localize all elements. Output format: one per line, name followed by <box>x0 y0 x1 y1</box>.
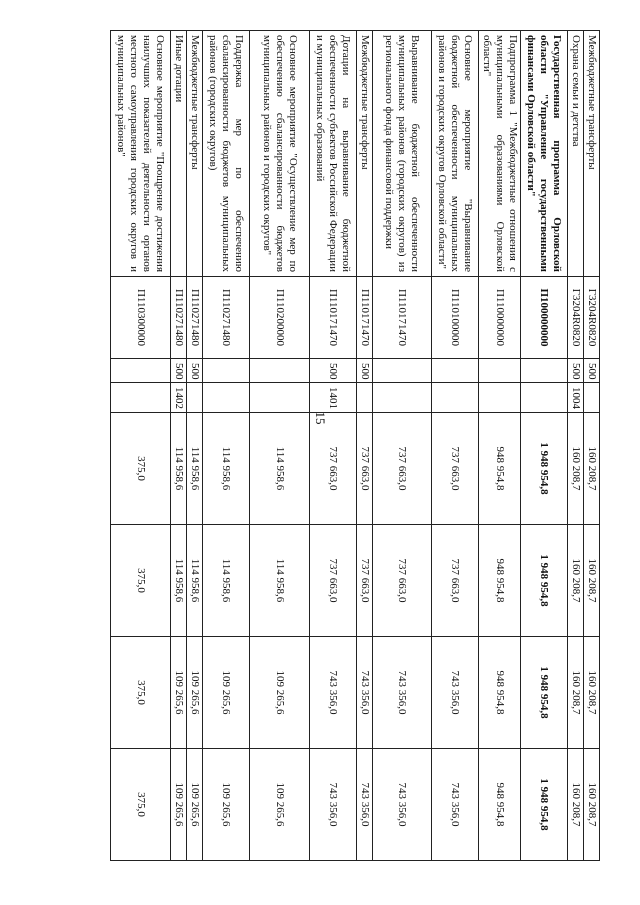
table-row <box>187 31 203 861</box>
row-section <box>250 383 310 413</box>
row-group: 500 <box>584 359 600 383</box>
row-name: Дотации на выравнивание бюджетной обеспеченности субъектов Российской Федерации и муниципальных образований <box>310 31 357 277</box>
row-value-4: 743 356,0 <box>357 749 373 861</box>
table-row <box>171 31 187 861</box>
row-code: П110171470 <box>310 277 357 359</box>
row-name: Выравнивание бюджетной обеспеченности муниципальных районов (городских округов) из регионального фонда финансовой поддержки <box>373 31 432 277</box>
rotated-table-container <box>0 30 600 860</box>
table-row <box>250 31 310 861</box>
row-value-4: 948 954,8 <box>479 749 521 861</box>
row-value-3: 743 356,0 <box>373 637 432 749</box>
row-group: 500 <box>171 359 187 383</box>
row-value-2: 114 958,6 <box>187 525 203 637</box>
row-group: 500 <box>357 359 373 383</box>
row-value-3: 743 356,0 <box>432 637 479 749</box>
row-section: 1401 <box>310 383 357 413</box>
row-value-4: 743 356,0 <box>432 749 479 861</box>
row-value-1: 948 954,8 <box>479 413 521 525</box>
row-value-4: 743 356,0 <box>373 749 432 861</box>
row-value-2: 737 663,0 <box>310 525 357 637</box>
row-name: Межбюджетные трансферты <box>357 31 373 277</box>
row-value-4: 743 356,0 <box>310 749 357 861</box>
table-row <box>203 31 250 861</box>
row-value-3: 948 954,8 <box>479 637 521 749</box>
row-value-1: 737 663,0 <box>432 413 479 525</box>
row-value-4: 160 208,7 <box>568 749 584 861</box>
row-section <box>111 383 171 413</box>
row-value-2: 114 958,6 <box>250 525 310 637</box>
row-name: Основное мероприятие "Выравнивание бюджетной обеспеченности муниципальных районов и городских округов Орловской области" <box>432 31 479 277</box>
row-section <box>479 383 521 413</box>
row-value-2: 737 663,0 <box>432 525 479 637</box>
row-value-2: 160 208,7 <box>584 525 600 637</box>
row-value-2: 737 663,0 <box>357 525 373 637</box>
row-code: П110271480 <box>171 277 187 359</box>
row-value-4: 375,0 <box>111 749 171 861</box>
row-value-2: 1 948 954,8 <box>521 525 568 637</box>
row-value-3: 743 356,0 <box>310 637 357 749</box>
row-value-2: 160 208,7 <box>568 525 584 637</box>
row-section <box>373 383 432 413</box>
row-code: П110171470 <box>357 277 373 359</box>
row-group <box>373 359 432 383</box>
table-row <box>357 31 373 861</box>
row-group <box>479 359 521 383</box>
row-code: П110271480 <box>203 277 250 359</box>
row-code: П110200000 <box>250 277 310 359</box>
row-value-2: 375,0 <box>111 525 171 637</box>
row-value-1: 114 958,6 <box>250 413 310 525</box>
row-group: 500 <box>187 359 203 383</box>
table-row <box>432 31 479 861</box>
row-section: 1004 <box>568 383 584 413</box>
table-row <box>521 31 568 861</box>
row-value-1: 114 958,6 <box>203 413 250 525</box>
row-name: Государственная программа Орловской области "Управление государственными финансами Орловской области" <box>521 31 568 277</box>
row-name: Поддержка мер по обеспечению сбалансированности бюджетов муниципальных районов (городских округов) <box>203 31 250 277</box>
row-value-4: 109 265,6 <box>250 749 310 861</box>
row-group: 500 <box>310 359 357 383</box>
row-section <box>432 383 479 413</box>
page-number: 15 <box>313 411 328 425</box>
row-code: П110100000 <box>432 277 479 359</box>
row-value-1: 1 948 954,8 <box>521 413 568 525</box>
row-code: П110300000 <box>111 277 171 359</box>
row-code: П100000000 <box>521 277 568 359</box>
row-group <box>432 359 479 383</box>
row-value-4: 109 265,6 <box>203 749 250 861</box>
budget-table-body <box>111 31 600 861</box>
row-value-2: 114 958,6 <box>171 525 187 637</box>
row-section: 1402 <box>171 383 187 413</box>
row-value-4: 109 265,6 <box>187 749 203 861</box>
row-name: Охрана семьи и детства <box>568 31 584 277</box>
table-row <box>111 31 171 861</box>
row-value-3: 160 208,7 <box>568 637 584 749</box>
row-value-2: 948 954,8 <box>479 525 521 637</box>
row-section <box>357 383 373 413</box>
row-value-3: 160 208,7 <box>584 637 600 749</box>
row-value-3: 375,0 <box>111 637 171 749</box>
row-name: Иные дотации <box>171 31 187 277</box>
row-value-1: 375,0 <box>111 413 171 525</box>
row-value-3: 1 948 954,8 <box>521 637 568 749</box>
row-value-3: 109 265,6 <box>250 637 310 749</box>
table-row <box>310 31 357 861</box>
row-section <box>521 383 568 413</box>
row-value-1: 160 208,7 <box>584 413 600 525</box>
row-group <box>250 359 310 383</box>
table-row <box>479 31 521 861</box>
row-name: Основное мероприятие "Поощрение достижения наилучших показателей деятельности органов местного самоуправления городских округов и муниципальных районов" <box>111 31 171 277</box>
row-value-3: 109 265,6 <box>203 637 250 749</box>
row-name: Межбюджетные трансферты <box>187 31 203 277</box>
row-value-3: 109 265,6 <box>171 637 187 749</box>
row-value-1: 737 663,0 <box>310 413 357 525</box>
row-section <box>187 383 203 413</box>
row-group <box>521 359 568 383</box>
row-name: Подпрограмма 1 "Межбюджетные отношения с муниципальными образованиями Орловской области" <box>479 31 521 277</box>
row-name: Межбюджетные трансферты <box>584 31 600 277</box>
row-value-3: 743 356,0 <box>357 637 373 749</box>
row-value-3: 109 265,6 <box>187 637 203 749</box>
table-row <box>373 31 432 861</box>
row-value-1: 114 958,6 <box>171 413 187 525</box>
row-code: Г3204R0820 <box>584 277 600 359</box>
row-code: П110271480 <box>187 277 203 359</box>
table-row <box>568 31 584 861</box>
row-section <box>203 383 250 413</box>
row-code: П110000000 <box>479 277 521 359</box>
row-value-1: 114 958,6 <box>187 413 203 525</box>
row-value-4: 1 948 954,8 <box>521 749 568 861</box>
row-value-1: 160 208,7 <box>568 413 584 525</box>
row-value-4: 109 265,6 <box>171 749 187 861</box>
table-row <box>584 31 600 861</box>
row-section <box>584 383 600 413</box>
row-value-4: 160 208,7 <box>584 749 600 861</box>
budget-table <box>110 30 600 861</box>
row-group <box>111 359 171 383</box>
row-group <box>203 359 250 383</box>
row-name: Основное мероприятие "Осуществление мер по обеспечению сбалансированности бюджетов муниципальных районов и городских округов" <box>250 31 310 277</box>
row-value-2: 737 663,0 <box>373 525 432 637</box>
row-code: П110171470 <box>373 277 432 359</box>
row-group: 500 <box>568 359 584 383</box>
row-code: Г3204R0820 <box>568 277 584 359</box>
row-value-1: 737 663,0 <box>357 413 373 525</box>
row-value-1: 737 663,0 <box>373 413 432 525</box>
row-value-2: 114 958,6 <box>203 525 250 637</box>
